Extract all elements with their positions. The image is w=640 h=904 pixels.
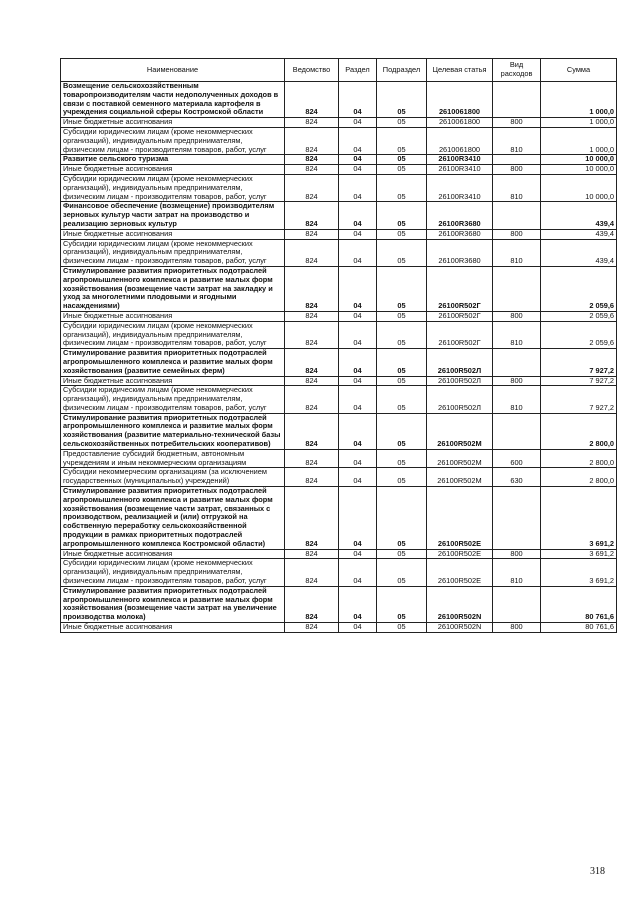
cell-razdel: 04 bbox=[339, 239, 377, 266]
header-tselevaya: Целевая статья bbox=[427, 59, 493, 82]
table-row bbox=[61, 549, 617, 559]
cell-vedomstvo: 824 bbox=[285, 229, 339, 239]
cell-name: Предоставление субсидий бюджетным, автономным учреждениям и иным некоммерческим организациям bbox=[61, 449, 285, 468]
cell-razdel: 04 bbox=[339, 449, 377, 468]
cell-vid: 810 bbox=[493, 239, 541, 266]
cell-summa: 80 761,6 bbox=[541, 586, 617, 622]
cell-summa: 439,4 bbox=[541, 239, 617, 266]
cell-vid bbox=[493, 487, 541, 550]
cell-name: Иные бюджетные ассигнования bbox=[61, 311, 285, 321]
cell-summa: 3 691,2 bbox=[541, 487, 617, 550]
cell-razdel: 04 bbox=[339, 155, 377, 165]
cell-podrazdel: 05 bbox=[377, 202, 427, 229]
cell-summa: 439,4 bbox=[541, 229, 617, 239]
table-row bbox=[61, 311, 617, 321]
cell-vedomstvo: 824 bbox=[285, 413, 339, 449]
cell-tselevaya: 26100R502E bbox=[427, 487, 493, 550]
cell-vedomstvo: 824 bbox=[285, 165, 339, 175]
cell-summa: 3 691,2 bbox=[541, 559, 617, 586]
cell-vid: 800 bbox=[493, 118, 541, 128]
cell-name: Стимулирование развития приоритетных подотраслей агропромышленного комплекса и развитие малых форм хозяйствования (возмещение части затрат на увеличение производства молока) bbox=[61, 586, 285, 622]
table-row bbox=[61, 623, 617, 633]
cell-razdel: 04 bbox=[339, 559, 377, 586]
cell-vedomstvo: 824 bbox=[285, 623, 339, 633]
cell-summa: 10 000,0 bbox=[541, 165, 617, 175]
table-row bbox=[61, 413, 617, 449]
cell-vedomstvo: 824 bbox=[285, 311, 339, 321]
cell-vedomstvo: 824 bbox=[285, 202, 339, 229]
cell-podrazdel: 05 bbox=[377, 449, 427, 468]
cell-vedomstvo: 824 bbox=[285, 266, 339, 311]
table-body bbox=[61, 82, 617, 633]
cell-podrazdel: 05 bbox=[377, 586, 427, 622]
cell-podrazdel: 05 bbox=[377, 321, 427, 348]
cell-summa: 1 000,0 bbox=[541, 127, 617, 154]
cell-vid: 800 bbox=[493, 165, 541, 175]
cell-summa: 7 927,2 bbox=[541, 349, 617, 376]
cell-summa: 3 691,2 bbox=[541, 549, 617, 559]
cell-tselevaya: 26100R3410 bbox=[427, 155, 493, 165]
cell-vedomstvo: 824 bbox=[285, 376, 339, 386]
cell-summa: 2 059,6 bbox=[541, 266, 617, 311]
cell-tselevaya: 26100R502E bbox=[427, 559, 493, 586]
cell-podrazdel: 05 bbox=[377, 165, 427, 175]
cell-tselevaya: 26100R502Л bbox=[427, 376, 493, 386]
cell-podrazdel: 05 bbox=[377, 229, 427, 239]
cell-razdel: 04 bbox=[339, 413, 377, 449]
cell-summa: 10 000,0 bbox=[541, 174, 617, 201]
cell-vid: 800 bbox=[493, 376, 541, 386]
cell-podrazdel: 05 bbox=[377, 311, 427, 321]
cell-vid: 810 bbox=[493, 127, 541, 154]
cell-vid: 800 bbox=[493, 229, 541, 239]
cell-name: Субсидии юридическим лицам (кроме некоммерческих организаций), индивидуальным предпринимателям, физическим лицам - производителям товаров, работ, услуг bbox=[61, 386, 285, 413]
cell-name: Субсидии юридическим лицам (кроме некоммерческих организаций), индивидуальным предпринимателям, физическим лицам - производителям товаров, работ, услуг bbox=[61, 559, 285, 586]
cell-vid bbox=[493, 586, 541, 622]
cell-tselevaya: 26100R502M bbox=[427, 468, 493, 487]
header-podrazdel: Подраздел bbox=[377, 59, 427, 82]
cell-name: Субсидии некоммерческим организациям (за исключением государственных (муниципальных) учреждений) bbox=[61, 468, 285, 487]
cell-name: Субсидии юридическим лицам (кроме некоммерческих организаций), индивидуальным предпринимателям, физическим лицам - производителям товаров, работ, услуг bbox=[61, 127, 285, 154]
cell-tselevaya: 26100R502E bbox=[427, 549, 493, 559]
cell-tselevaya: 26100R3410 bbox=[427, 165, 493, 175]
cell-tselevaya: 26100R502M bbox=[427, 449, 493, 468]
cell-podrazdel: 05 bbox=[377, 413, 427, 449]
cell-vedomstvo: 824 bbox=[285, 586, 339, 622]
cell-vedomstvo: 824 bbox=[285, 321, 339, 348]
cell-tselevaya: 26100R3680 bbox=[427, 202, 493, 229]
cell-summa: 2 800,0 bbox=[541, 468, 617, 487]
cell-name: Иные бюджетные ассигнования bbox=[61, 376, 285, 386]
table-row bbox=[61, 559, 617, 586]
cell-razdel: 04 bbox=[339, 118, 377, 128]
cell-summa: 439,4 bbox=[541, 202, 617, 229]
cell-podrazdel: 05 bbox=[377, 549, 427, 559]
cell-vid: 800 bbox=[493, 311, 541, 321]
cell-razdel: 04 bbox=[339, 549, 377, 559]
cell-podrazdel: 05 bbox=[377, 266, 427, 311]
cell-vid: 810 bbox=[493, 386, 541, 413]
cell-summa: 2 059,6 bbox=[541, 311, 617, 321]
cell-razdel: 04 bbox=[339, 468, 377, 487]
cell-name: Субсидии юридическим лицам (кроме некоммерческих организаций), индивидуальным предпринимателям, физическим лицам - производителям товаров, работ, услуг bbox=[61, 321, 285, 348]
page-number: 318 bbox=[590, 866, 605, 877]
cell-vid: 810 bbox=[493, 559, 541, 586]
table-row bbox=[61, 239, 617, 266]
cell-razdel: 04 bbox=[339, 202, 377, 229]
table-row bbox=[61, 229, 617, 239]
cell-summa: 2 800,0 bbox=[541, 413, 617, 449]
cell-tselevaya: 2610061800 bbox=[427, 118, 493, 128]
cell-vid bbox=[493, 266, 541, 311]
cell-razdel: 04 bbox=[339, 376, 377, 386]
cell-tselevaya: 26100R3680 bbox=[427, 239, 493, 266]
table-row bbox=[61, 165, 617, 175]
cell-tselevaya: 2610061800 bbox=[427, 127, 493, 154]
cell-vedomstvo: 824 bbox=[285, 386, 339, 413]
header-razdel: Раздел bbox=[339, 59, 377, 82]
cell-vedomstvo: 824 bbox=[285, 549, 339, 559]
table-row bbox=[61, 82, 617, 118]
cell-summa: 1 000,0 bbox=[541, 82, 617, 118]
cell-vedomstvo: 824 bbox=[285, 559, 339, 586]
cell-name: Иные бюджетные ассигнования bbox=[61, 623, 285, 633]
cell-summa: 7 927,2 bbox=[541, 386, 617, 413]
cell-tselevaya: 26100R502Г bbox=[427, 311, 493, 321]
cell-name: Иные бюджетные ассигнования bbox=[61, 229, 285, 239]
cell-razdel: 04 bbox=[339, 321, 377, 348]
table-row bbox=[61, 118, 617, 128]
cell-podrazdel: 05 bbox=[377, 386, 427, 413]
cell-podrazdel: 05 bbox=[377, 468, 427, 487]
table-row bbox=[61, 386, 617, 413]
cell-podrazdel: 05 bbox=[377, 623, 427, 633]
cell-name: Субсидии юридическим лицам (кроме некоммерческих организаций), индивидуальным предпринимателям, физическим лицам - производителям товаров, работ, услуг bbox=[61, 239, 285, 266]
cell-razdel: 04 bbox=[339, 82, 377, 118]
cell-name: Иные бюджетные ассигнования bbox=[61, 165, 285, 175]
cell-podrazdel: 05 bbox=[377, 349, 427, 376]
cell-name: Стимулирование развития приоритетных подотраслей агропромышленного комплекса и развитие малых форм хозяйствования (возмещение части затрат, связанных с производством, реализацией и (или) отгрузкой на собственную переработку сельскохозяйственной продукции в рамках приоритетных подотраслей агропромышленного комплекса Костромской области) bbox=[61, 487, 285, 550]
cell-name: Стимулирование развития приоритетных подотраслей агропромышленного комплекса и развитие малых форм хозяйствования (развитие семейных ферм) bbox=[61, 349, 285, 376]
budget-table bbox=[60, 58, 617, 633]
cell-razdel: 04 bbox=[339, 586, 377, 622]
cell-razdel: 04 bbox=[339, 229, 377, 239]
cell-razdel: 04 bbox=[339, 266, 377, 311]
header-name: Наименование bbox=[61, 59, 285, 82]
cell-tselevaya: 26100R502N bbox=[427, 586, 493, 622]
cell-summa: 1 000,0 bbox=[541, 118, 617, 128]
table-row bbox=[61, 487, 617, 550]
cell-vedomstvo: 824 bbox=[285, 349, 339, 376]
header-vid: Вид расходов bbox=[493, 59, 541, 82]
cell-podrazdel: 05 bbox=[377, 155, 427, 165]
cell-razdel: 04 bbox=[339, 386, 377, 413]
budget-table-page bbox=[60, 58, 616, 633]
cell-vedomstvo: 824 bbox=[285, 468, 339, 487]
cell-name: Иные бюджетные ассигнования bbox=[61, 118, 285, 128]
cell-vid bbox=[493, 413, 541, 449]
cell-tselevaya: 26100R502Г bbox=[427, 266, 493, 311]
cell-tselevaya: 26100R502Л bbox=[427, 349, 493, 376]
table-row bbox=[61, 202, 617, 229]
cell-name: Развитие сельского туризма bbox=[61, 155, 285, 165]
cell-razdel: 04 bbox=[339, 487, 377, 550]
cell-vid: 800 bbox=[493, 623, 541, 633]
cell-razdel: 04 bbox=[339, 174, 377, 201]
cell-podrazdel: 05 bbox=[377, 559, 427, 586]
cell-vid: 810 bbox=[493, 321, 541, 348]
table-row bbox=[61, 127, 617, 154]
cell-summa: 80 761,6 bbox=[541, 623, 617, 633]
cell-tselevaya: 26100R502M bbox=[427, 413, 493, 449]
header-summa: Сумма bbox=[541, 59, 617, 82]
cell-name: Стимулирование развития приоритетных подотраслей агропромышленного комплекса и развитие малых форм хозяйствования (развитие материально-технической базы сельскохозяйственных потребительских кооперативов) bbox=[61, 413, 285, 449]
cell-tselevaya: 26100R502N bbox=[427, 623, 493, 633]
cell-tselevaya: 2610061800 bbox=[427, 82, 493, 118]
cell-summa: 2 800,0 bbox=[541, 449, 617, 468]
cell-vedomstvo: 824 bbox=[285, 118, 339, 128]
cell-razdel: 04 bbox=[339, 311, 377, 321]
cell-razdel: 04 bbox=[339, 623, 377, 633]
table-row bbox=[61, 155, 617, 165]
cell-vid: 600 bbox=[493, 449, 541, 468]
cell-tselevaya: 26100R3680 bbox=[427, 229, 493, 239]
cell-razdel: 04 bbox=[339, 349, 377, 376]
cell-vid: 800 bbox=[493, 549, 541, 559]
cell-vid: 630 bbox=[493, 468, 541, 487]
cell-razdel: 04 bbox=[339, 165, 377, 175]
cell-vedomstvo: 824 bbox=[285, 239, 339, 266]
table-row bbox=[61, 349, 617, 376]
cell-vid: 810 bbox=[493, 174, 541, 201]
cell-podrazdel: 05 bbox=[377, 127, 427, 154]
cell-name: Возмещение сельскохозяйственным товаропроизводителям части недополученных доходов в связи с поставкой семенного материала картофеля в учреждения социальной сферы Костромской области bbox=[61, 82, 285, 118]
cell-summa: 7 927,2 bbox=[541, 376, 617, 386]
cell-vid bbox=[493, 82, 541, 118]
cell-podrazdel: 05 bbox=[377, 376, 427, 386]
cell-podrazdel: 05 bbox=[377, 174, 427, 201]
table-row bbox=[61, 174, 617, 201]
cell-podrazdel: 05 bbox=[377, 82, 427, 118]
cell-tselevaya: 26100R502Л bbox=[427, 386, 493, 413]
table-row bbox=[61, 376, 617, 386]
table-row bbox=[61, 449, 617, 468]
cell-vedomstvo: 824 bbox=[285, 449, 339, 468]
cell-vedomstvo: 824 bbox=[285, 82, 339, 118]
cell-tselevaya: 26100R502Г bbox=[427, 321, 493, 348]
cell-podrazdel: 05 bbox=[377, 239, 427, 266]
cell-vedomstvo: 824 bbox=[285, 155, 339, 165]
table-row bbox=[61, 586, 617, 622]
cell-name: Финансовое обеспечение (возмещение) производителям зерновых культур части затрат на производство и реализацию зерновых культур bbox=[61, 202, 285, 229]
cell-vid bbox=[493, 349, 541, 376]
cell-name: Субсидии юридическим лицам (кроме некоммерческих организаций), индивидуальным предпринимателям, физическим лицам - производителям товаров, работ, услуг bbox=[61, 174, 285, 201]
table-row bbox=[61, 266, 617, 311]
cell-vedomstvo: 824 bbox=[285, 487, 339, 550]
table-row bbox=[61, 321, 617, 348]
cell-podrazdel: 05 bbox=[377, 487, 427, 550]
cell-razdel: 04 bbox=[339, 127, 377, 154]
cell-vid bbox=[493, 202, 541, 229]
cell-vedomstvo: 824 bbox=[285, 174, 339, 201]
cell-vid bbox=[493, 155, 541, 165]
table-header-row bbox=[61, 59, 617, 82]
cell-summa: 10 000,0 bbox=[541, 155, 617, 165]
cell-name: Стимулирование развития приоритетных подотраслей агропромышленного комплекса и развитие малых форм хозяйствования (возмещение части затрат на закладку и уход за многолетними плодовыми и ягодными насаждениями) bbox=[61, 266, 285, 311]
cell-vedomstvo: 824 bbox=[285, 127, 339, 154]
cell-tselevaya: 26100R3410 bbox=[427, 174, 493, 201]
cell-summa: 2 059,6 bbox=[541, 321, 617, 348]
cell-name: Иные бюджетные ассигнования bbox=[61, 549, 285, 559]
header-vedomstvo: Ведомство bbox=[285, 59, 339, 82]
cell-podrazdel: 05 bbox=[377, 118, 427, 128]
table-row bbox=[61, 468, 617, 487]
